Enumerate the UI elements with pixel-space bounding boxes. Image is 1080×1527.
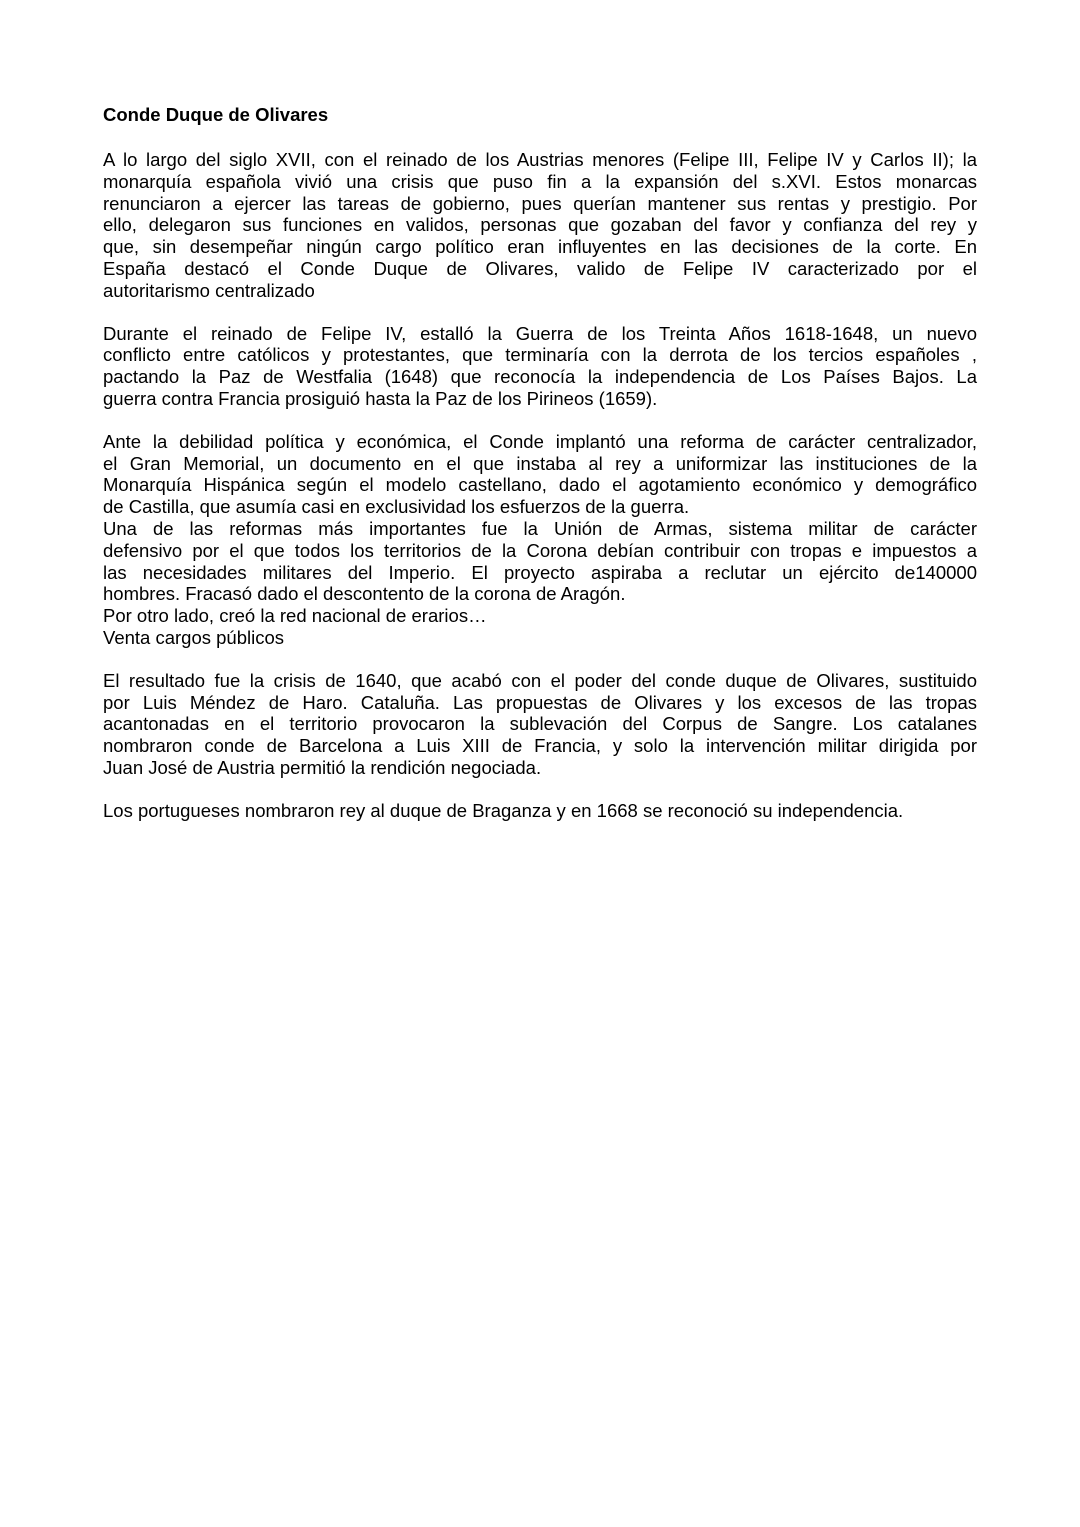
paragraph-line: el Gran Memorial, un documento en el que instaba al rey a uniformizar las instituciones de la xyxy=(103,452,977,474)
venta-cargos-block xyxy=(103,627,977,649)
paragraph-crisis-1640 xyxy=(103,670,977,779)
paragraph-line: pactando la Paz de Westfalia (1648) que reconocía la independencia de Los Países Bajos. La xyxy=(103,366,977,388)
paragraph-line: hombres. Fracasó dado el descontento de la corona de Aragón. xyxy=(103,583,626,605)
paragraph-valimiento xyxy=(103,149,977,302)
paragraph-line: conflicto entre católicos y protestantes, que terminaría con la derrota de los tercios españoles , xyxy=(103,344,977,366)
paragraph-line: El resultado fue la crisis de 1640, que acabó con el poder del conde duque de Olivares, sustituido xyxy=(103,669,977,691)
red-erarios-block xyxy=(103,605,977,627)
document-page xyxy=(103,103,977,843)
paragraph-line: nombraron conde de Barcelona a Luis XIII de Francia, y solo la intervención militar dirigida por xyxy=(103,735,977,757)
paragraph-line: las necesidades militares del Imperio. El proyecto aspiraba a reclutar un ejército de140000 xyxy=(103,561,977,583)
paragraph-line: por Luis Méndez de Haro. Cataluña. Las propuestas de Olivares y los excesos de las tropas xyxy=(103,691,977,713)
paragraph-line: Monarquía Hispánica según el modelo castellano, dado el agotamiento económico y demográfico xyxy=(103,474,977,496)
document-title: Conde Duque de Olivares xyxy=(103,104,329,125)
paragraph-line: Venta cargos públicos xyxy=(103,626,285,648)
paragraph-line: renunciaron a ejercer las tareas de gobierno, pues querían mantener sus rentas y prestigio. Por xyxy=(103,192,977,214)
paragraph-line: Los portugueses nombraron rey al duque de Braganza y en 1668 se reconoció su independencia. xyxy=(103,799,904,821)
paragraph-line: guerra contra Francia prosiguió hasta la Paz de los Pirineos (1659). xyxy=(103,387,658,409)
paragraph-portugal xyxy=(103,800,977,822)
union-de-armas-block xyxy=(103,518,977,605)
paragraph-line: acantonadas en el territorio provocaron la sublevación del Corpus de Sangre. Los catalanes xyxy=(103,713,977,735)
paragraph-line: Durante el reinado de Felipe IV, estalló la Guerra de los Treinta Años 1618-1648, un nuevo xyxy=(103,322,977,344)
gran-memorial-block xyxy=(103,431,977,518)
paragraph-line: ello, delegaron sus funciones en validos, personas que gozaban del favor y confianza del rey y xyxy=(103,214,977,236)
paragraph-line: monarquía española vivió una crisis que puso fin a la expansión del s.XVI. Estos monarcas xyxy=(103,170,977,192)
paragraph-guerra-treinta-anos xyxy=(103,323,977,410)
paragraph-line: que, sin desempeñar ningún cargo político eran influyentes en las decisiones de la corte. En xyxy=(103,236,977,258)
paragraph-reformas xyxy=(103,431,977,649)
paragraph-line: Ante la debilidad política y económica, el Conde implantó una reforma de carácter centralizador, xyxy=(103,430,977,452)
paragraph-line: defensivo por el que todos los territorios de la Corona debían contribuir con tropas e impuestos a xyxy=(103,539,977,561)
paragraph-line: Una de las reformas más importantes fue la Unión de Armas, sistema militar de carácter xyxy=(103,517,977,539)
paragraph-line: España destacó el Conde Duque de Olivares, valido de Felipe IV caracterizado por el xyxy=(103,257,977,279)
paragraph-line: A lo largo del siglo XVII, con el reinado de los Austrias menores (Felipe III, Felipe IV y Carlos II); la xyxy=(103,149,977,170)
paragraph-line: de Castilla, que asumía casi en exclusividad los esfuerzos de la guerra. xyxy=(103,496,690,518)
paragraph-line: autoritarismo centralizado xyxy=(103,279,315,301)
paragraph-line: Juan José de Austria permitió la rendición negociada. xyxy=(103,756,542,778)
paragraph-line: Por otro lado, creó la red nacional de erarios… xyxy=(103,605,487,627)
